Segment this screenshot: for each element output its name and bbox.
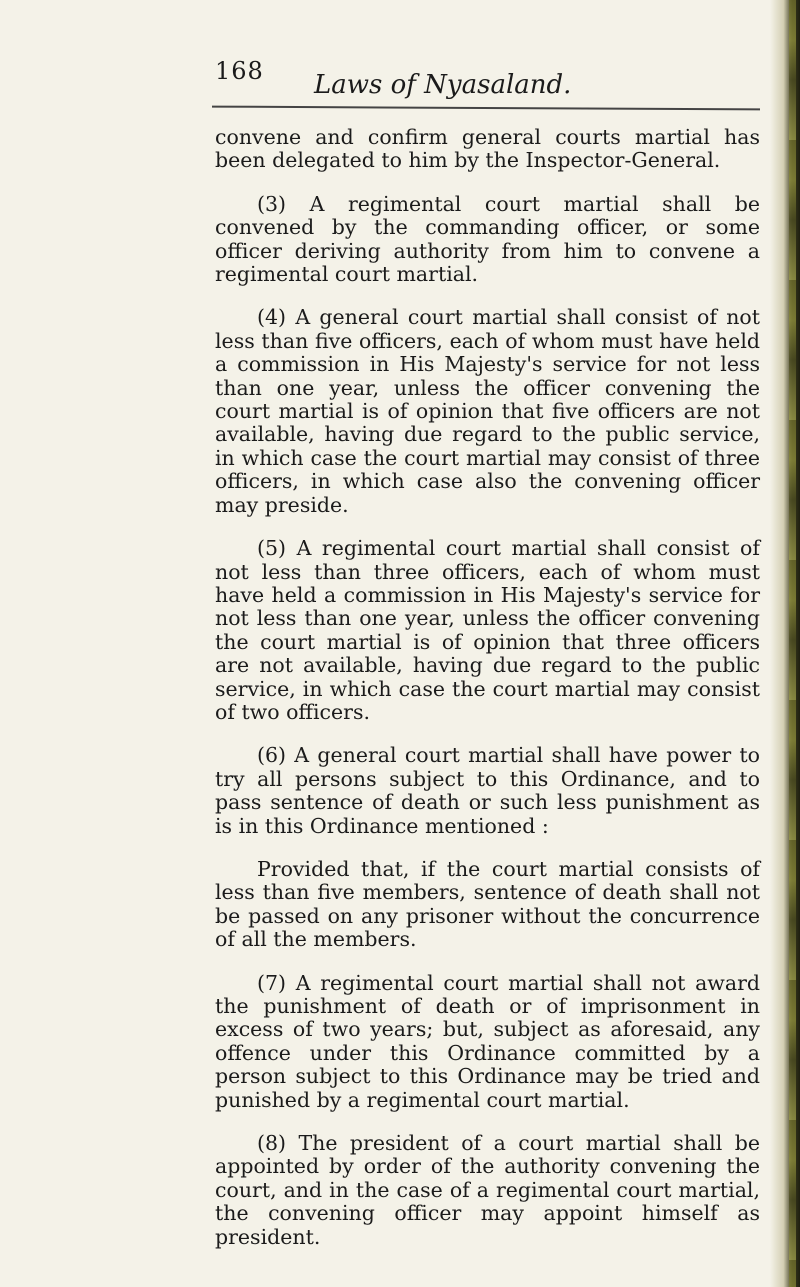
paragraph-4: (4) A general court martial shall consist of not less than five officers, each of whom must have held a commission in His Majesty's service for not less than one year, unless the officer convening the court martial is of opinion that five officers are not available, having due regard to the public service, in which case the court martial may consist of three officers, in which case also the convening officer may preside. — [215, 305, 760, 517]
header-rule — [212, 106, 760, 110]
paragraph-continuation: convene and confirm general courts martial has been delegated to him by the Inspector-General. — [215, 125, 760, 173]
paragraph-6: (6) A general court martial shall have power to try all persons subject to this Ordinance, and to pass sentence of death or such less punishment as is in this Ordinance mentioned : — [215, 743, 760, 838]
paragraph-proviso: Provided that, if the court martial consists of less than five members, sentence of death shall not be passed on any prisoner without the concurrence of all the members. — [215, 856, 760, 952]
paragraph-5: (5) A regimental court martial shall consist of not less than three officers, each of whom must have held a commission in His Majesty's service for not less than one year, unless the officer convening the court martial is of opinion that three officers are not available, having due regard to the public service, in which case the court martial may consist of two officers. — [215, 536, 760, 724]
paragraph-7: (7) A regimental court martial shall not award the punishment of death or of imprisonment in excess of two years; but, subject as aforesaid, any offence under this Ordinance committed by a person subject to this Ordinance may be tried and punished by a regimental court martial. — [215, 970, 760, 1112]
book-spine-edge — [789, 0, 796, 1287]
paragraph-3: (3) A regimental court martial shall be convened by the commanding officer, or some officer deriving authority from him to convene a regimental court martial. — [215, 191, 760, 287]
paragraph-8: (8) The president of a court martial shall be appointed by order of the authority convening the court, and in the case of a regimental court martial, the convening officer may appoint himself as president. — [215, 1131, 760, 1249]
running-title: Laws of Nyasaland. — [314, 70, 572, 100]
page-number: 168 — [215, 57, 264, 85]
body-text — [215, 126, 760, 1269]
